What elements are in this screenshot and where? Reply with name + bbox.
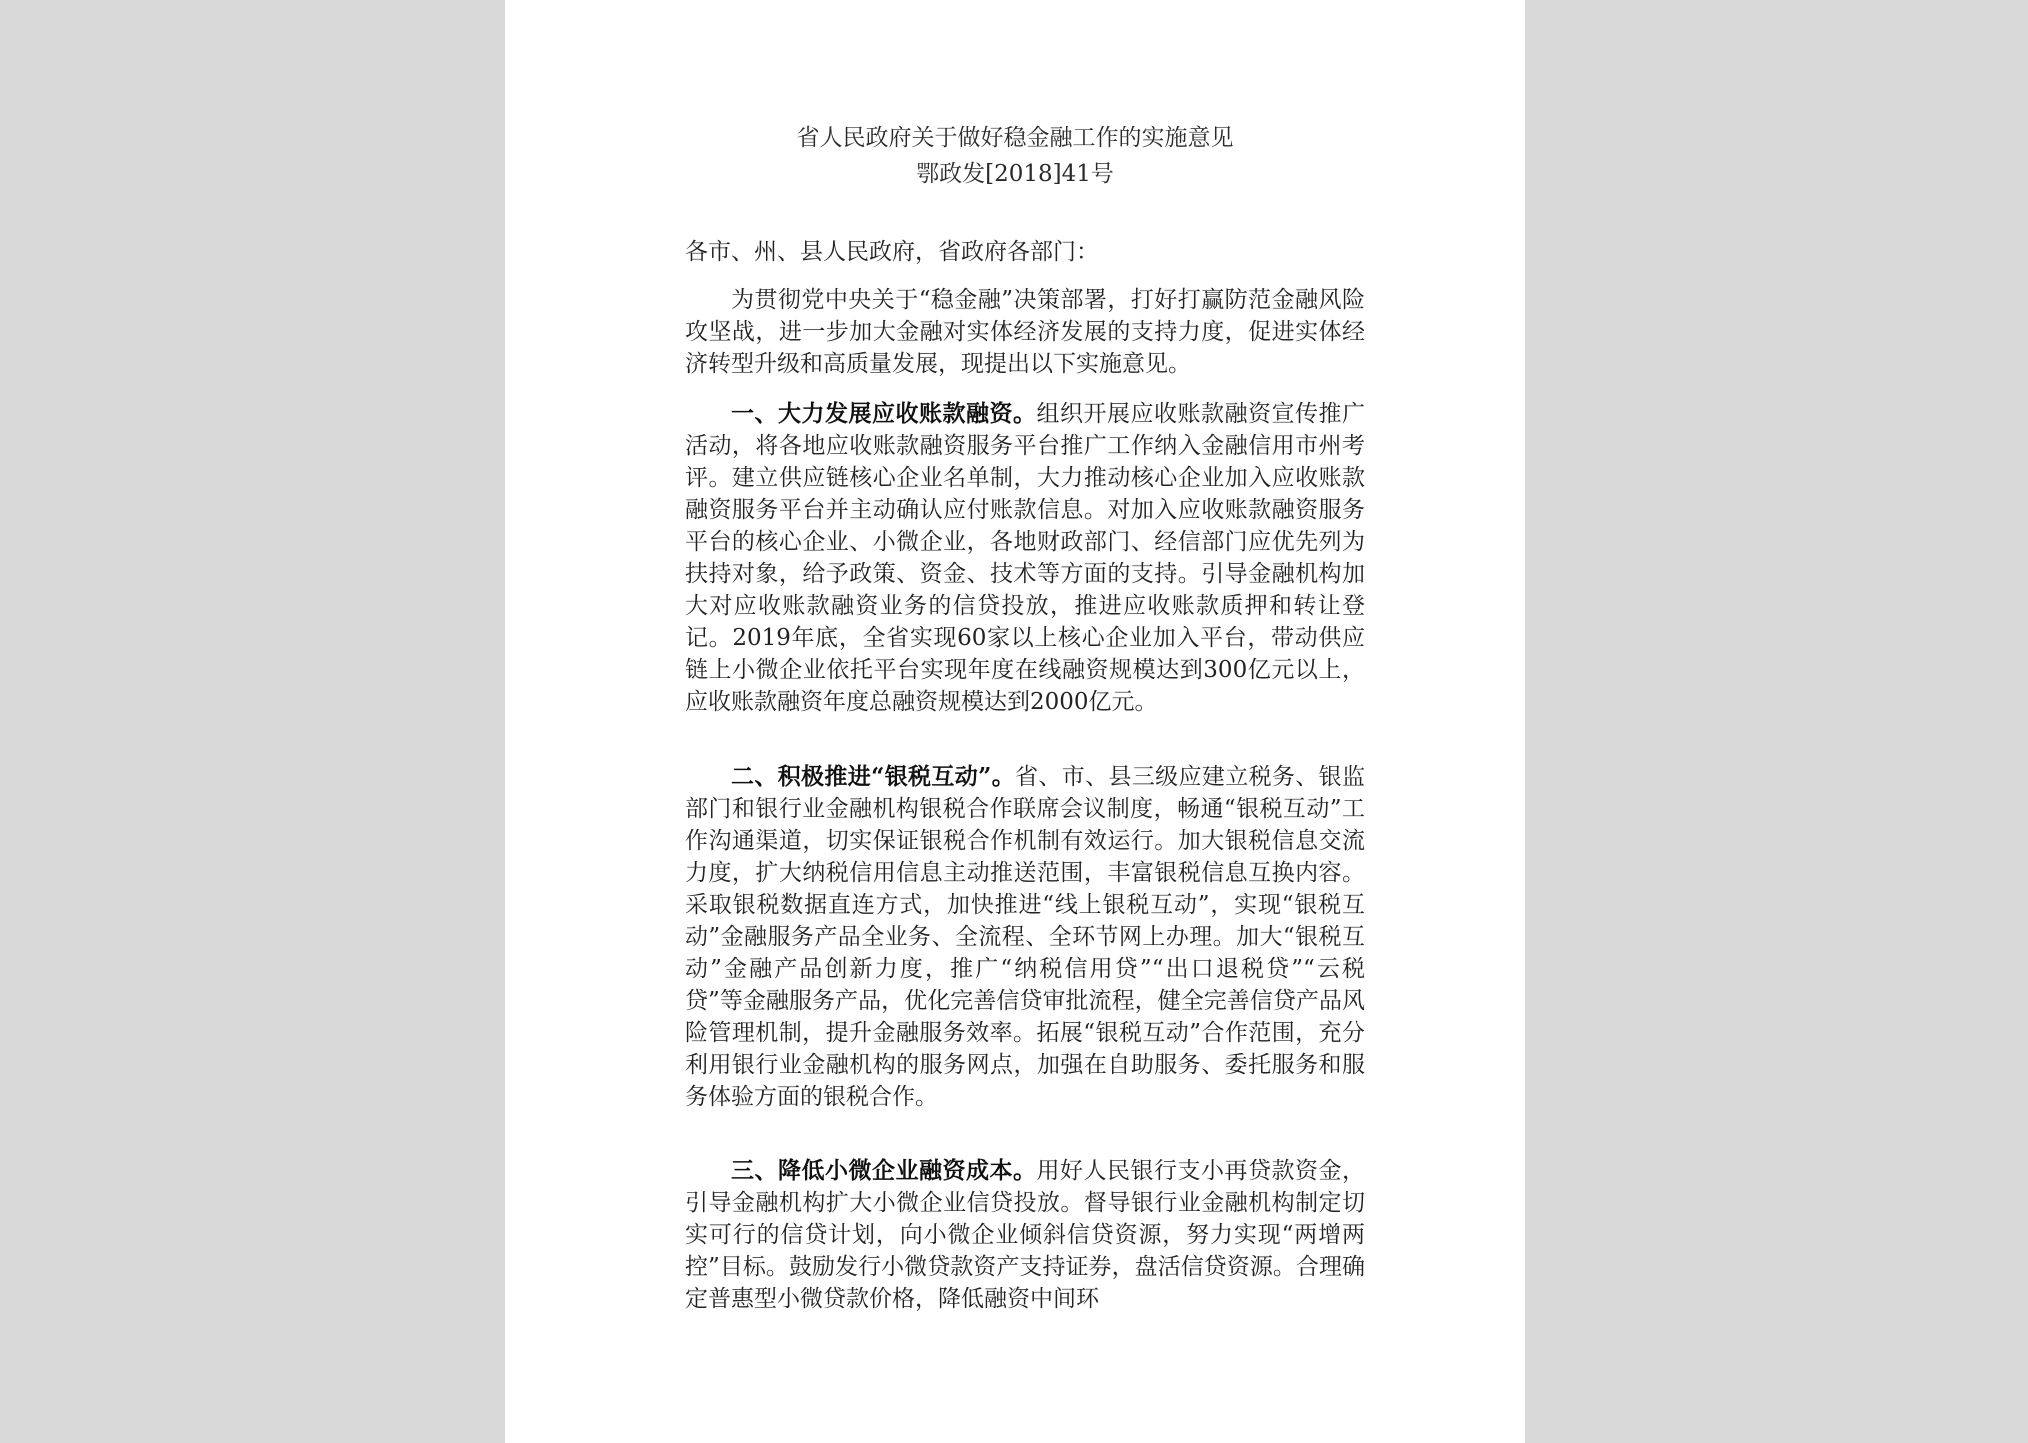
intro-paragraph: 为贯彻党中央关于“稳金融”决策部署，打好打赢防范金融风险攻坚战，进一步加大金融对实体经济发展的支持力度，促进实体经济转型升级和高质量发展，现提出以下实施意见。: [685, 287, 1365, 377]
document-page: [505, 0, 1525, 1443]
salutation: 各市、州、县人民政府，省政府各部门：: [685, 239, 1099, 265]
section-1-body: 组织开展应收账款融资宣传推广活动，将各地应收账款融资服务平台推广工作纳入金融信用市州考评。建立供应链核心企业名单制，大力推动核心企业加入应收账款融资服务平台并主动确认应付账款信息。对加入应收账款融资服务平台的核心企业、小微企业，各地财政部门、经信部门应优先列为扶持对象，给予政策、资金、技术等方面的支持。引导金融机构加大对应收账款融资业务的信贷投放，推进应收账款质押和转让登记。2019年底，全省实现60家以上核心企业加入平台，带动供应链上小微企业依托平台实现年度在线融资规模达到300亿元以上，应收账款融资年度总融资规模达到2000亿元。: [685, 401, 1365, 715]
document-number: 鄂政发[2018]41号: [916, 161, 1114, 187]
section-2-heading: 二、积极推进“银税互动”。: [731, 763, 1016, 790]
section-1-heading: 一、大力发展应收账款融资。: [731, 400, 1037, 427]
section-2-paragraph: [685, 761, 1365, 1145]
section-1-paragraph: [685, 398, 1365, 750]
document-title: 省人民政府关于做好稳金融工作的实施意见: [796, 125, 1234, 151]
section-3-paragraph: [685, 1155, 1365, 1315]
section-3-heading: 三、降低小微企业融资成本。: [731, 1157, 1037, 1184]
section-2-body: 省、市、县三级应建立税务、银监部门和银行业金融机构银税合作联席会议制度，畅通“银税互动”工作沟通渠道，切实保证银税合作机制有效运行。加大银税信息交流力度，扩大纳税信用信息主动推送范围，丰富银税信息互换内容。采取银税数据直连方式，加快推进“线上银税互动”，实现“银税互动”金融服务产品全业务、全流程、全环节网上办理。加大“银税互动”金融产品创新力度，推广“纳税信用贷”“出口退税贷”“云税贷”等金融服务产品，优化完善信贷审批流程，健全完善信贷产品风险管理机制，提升金融服务效率。拓展“银税互动”合作范围，充分利用银行业金融机构的服务网点，加强在自助服务、委托服务和服务体验方面的银税合作。: [685, 764, 1365, 1110]
section-3-body: 用好人民银行支小再贷款资金，引导金融机构扩大小微企业信贷投放。督导银行业金融机构制定切实可行的信贷计划，向小微企业倾斜信贷资源，努力实现“两增两控”目标。鼓励发行小微贷款资产支持证券，盘活信贷资源。合理确定普惠型小微贷款价格，降低融资中间环: [685, 1158, 1365, 1312]
